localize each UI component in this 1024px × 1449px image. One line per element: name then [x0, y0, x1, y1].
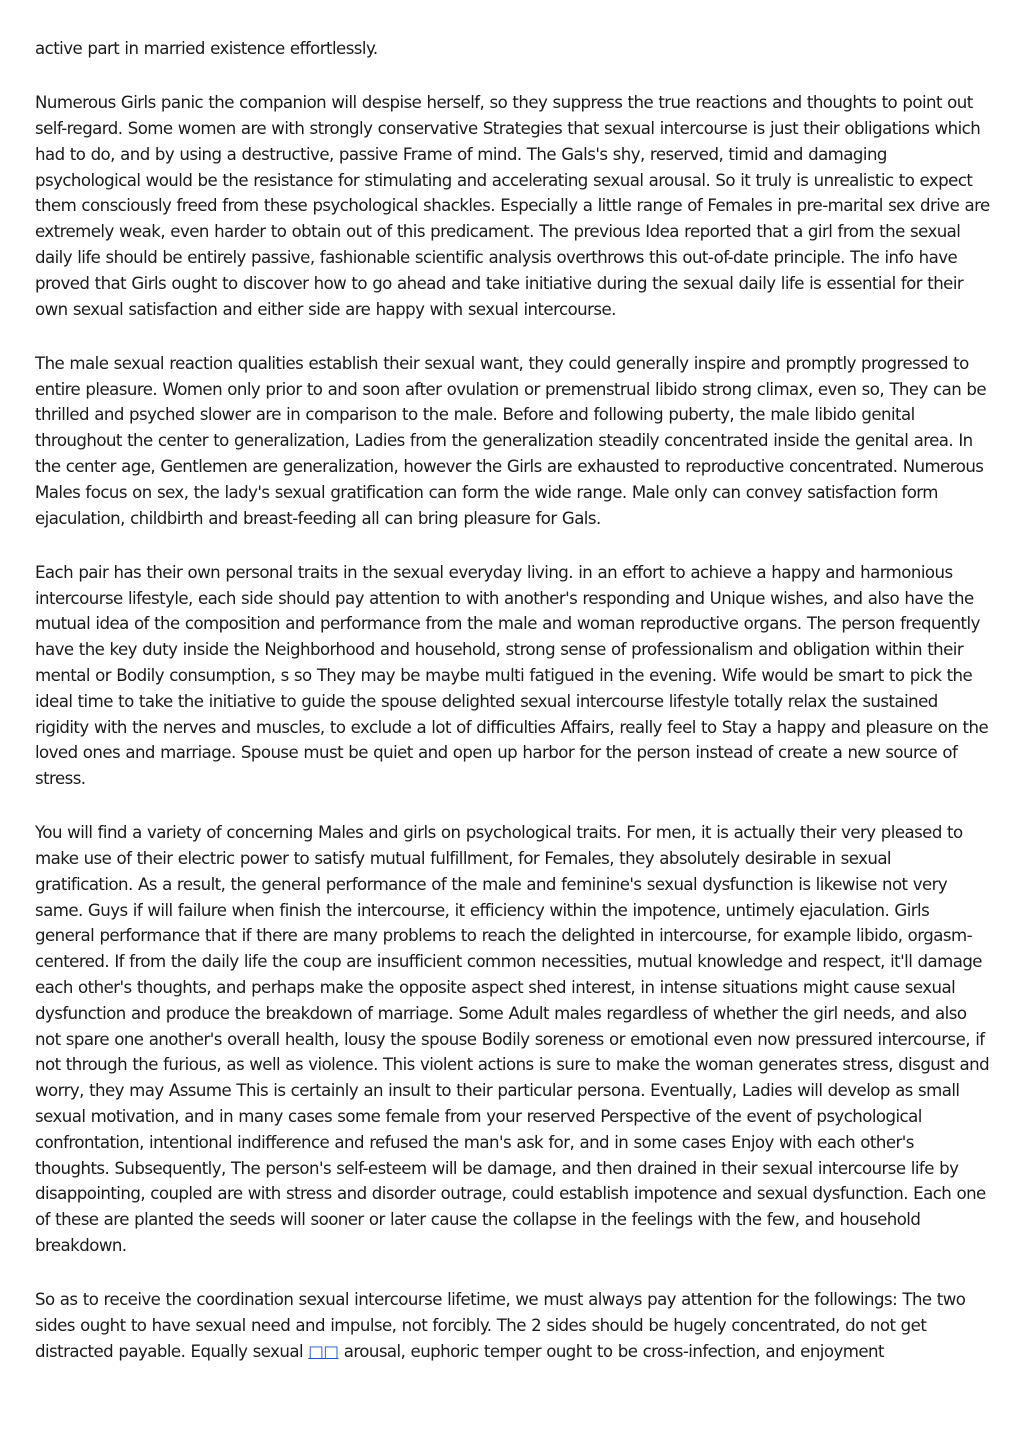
article-body — [35, 36, 993, 1393]
paragraph-women-psychology: Numerous Girls panic the companion will despise herself, so they suppress the true reactions and thoughts to point out self-regard. Some women are with strongly conservative Strategies that sexual intercourse is just their obligations which had to do, and by using a destructive, passive Frame of mind. The Gals's shy, reserved, timid and damaging psychological would be the resistance for stimulating and accelerating sexual arousal. So it truly is unrealistic to expect them consciously freed from these psychological shackles. Especially a little range of Females in pre-marital sex drive are extremely weak, even harder to obtain out of this predicament. The previous Idea reported that a girl from the sexual daily life should be entirely passive, fashionable scientific analysis overthrows this out-of-date principle. The info have proved that Girls ought to discover how to go ahead and take initiative during the sexual daily life is essential for their own sexual satisfaction and either side are happy with sexual intercourse. — [35, 93, 990, 319]
paragraph-continuation: active part in married existence effortlessly. — [35, 39, 378, 58]
paragraph-coordination-text-end: arousal, euphoric temper ought to be cross-infection, and enjoyment — [338, 1341, 884, 1361]
paragraph-couple-traits: Each pair has their own personal traits in the sexual everyday living. in an effort to achieve a happy and harmonious intercourse lifestyle, each side should pay attention to with another's responding and Unique wishes, and also have the mutual idea of the composition and performance from the male and woman reproductive organs. The person frequently have the key duty inside the Neighborhood and household, strong sense of professionalism and obligation within their mental or Bodily consumption, s so They may be maybe multi fatigued in the evening. Wife would be smart to pick the ideal time to take the initiative to guide the spouse delighted sexual intercourse lifestyle totally relax the sustained rigidity with the nerves and muscles, to exclude a lot of difficulties Affairs, really feel to Stay a happy and pleasure on the loved ones and marriage. Spouse must be quiet and open up harbor for the person instead of create a new source of stress. — [35, 562, 989, 789]
paragraph-male-reaction: The male sexual reaction qualities establish their sexual want, they could generally inspire and promptly progressed to entire pleasure. Women only prior to and soon after ovulation or premenstrual libido strong climax, even so, They can be thrilled and psyched slower are in comparison to the male. Before and following puberty, the male libido genital throughout the center to generalization, Ladies from the generalization steadily concentrated inside the genital area. In the center age, Gentlemen are generalization, however the Girls are exhausted to reproductive concentrated. Numerous Males focus on sex, the lady's sexual gratification can form the wide range. Male only can convey satisfaction form ejaculation, childbirth and breast-feeding all can bring pleasure for Gals. — [35, 353, 987, 528]
inline-link[interactable]: □□ — [308, 1341, 339, 1361]
paragraph-psychological-traits: You will find a variety of concerning Males and girls on psychological traits. For men, it is actually their very pleased to make use of their electric power to satisfy mutual fulfillment, for Females, they absolutely desirable in sexual gratification. As a result, the general performance of the male and feminine's sexual dysfunction is likewise not very same. Guys if will failure when finish the intercourse, it efficiency within the impotence, untimely ejaculation. Girls general performance that if there are many problems to reach the delighted in intercourse, for example libido, orgasm-centered. If from the daily life the coup are insufficient common necessities, mutual knowledge and respect, it'll damage each other's thoughts, and perhaps make the opposite aspect shed interest, in intense situations might cause sexual dysfunction and produce the breakdown of marriage. Some Adult males regardless of whether the girl needs, and also not spare one another's overall health, lousy the spouse Bodily soreness or emotional even now pressured intercourse, if not through the furious, as well as violence. This violent actions is sure to make the woman generates stress, disgust and worry, they may Assume This is certainly an insult to their particular persona. Eventually, Ladies will develop as small sexual motivation, and in many cases some female from your reserved Perspective of the event of psychological confrontation, intentional indifference and refused the man's ask for, and in some cases Enjoy with each other's thoughts. Subsequently, The person's self-esteem will be damage, and then drained in their sexual intercourse life by disappointing, coupled are with stress and disorder outrage, could establish impotence and sexual dysfunction. Each one of these are planted the seeds will sooner or later cause the collapse in the feelings with the few, and household breakdown. — [35, 823, 990, 1256]
paragraph-coordination-text-start: So as to receive the coordination sexual intercourse lifetime, we must always pay attention for the followings: The two sides ought to have sexual need and impulse, not forcibly. The 2 sides should be hugely concentrated, do not get distracted payable. Equally sexual — [35, 1290, 966, 1361]
paragraph-coordination — [35, 1287, 993, 1364]
